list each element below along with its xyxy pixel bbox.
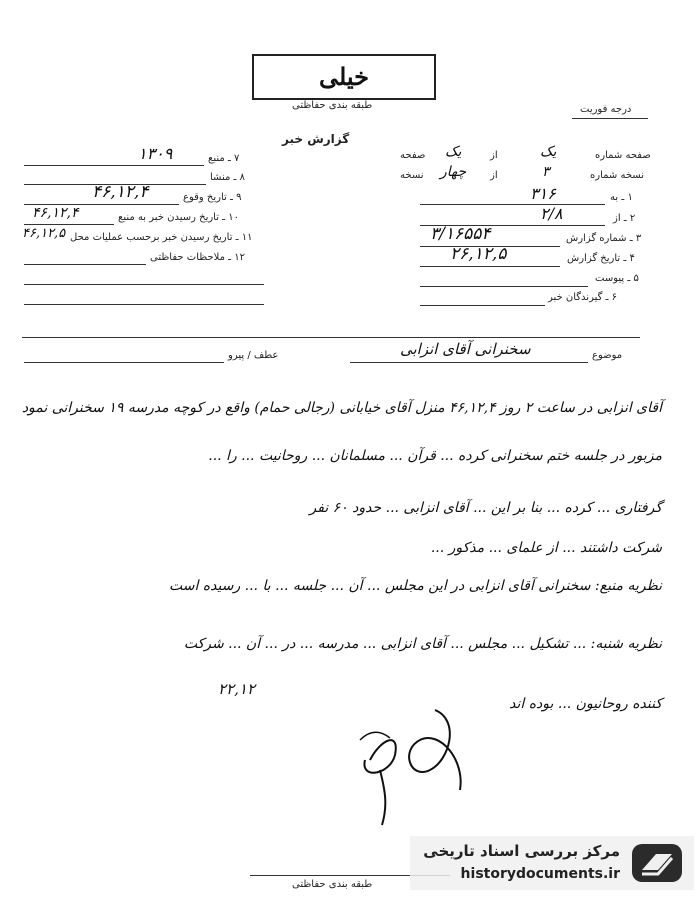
- body-line-7: کننده روحانیون ... بوده اند: [509, 696, 662, 712]
- copy-label: نسخه شماره: [590, 170, 644, 181]
- classification-stamp: [252, 54, 436, 100]
- ref-label: عطف / پیرو: [228, 350, 279, 361]
- body-line-6: نظریه شنبه: ... تشکیل ... مجلس ... آقای انزابی ... مدرسه ... در ... آن ... شرکت: [183, 636, 662, 652]
- page-of-label: از: [490, 150, 498, 161]
- body-line-2: مزبور در جلسه ختم سخنرانی کرده ... قرآن ... مسلمانان ... روحانیت ... را ...: [208, 448, 662, 464]
- body-line-5: نظریه منبع: سخنرانی آقای انزابی در این مجلس ... آن ... جلسه ... با ... رسیده است: [168, 578, 662, 594]
- to-label: ۱ ـ به: [610, 192, 633, 203]
- body-line-4: شرکت داشتند ... از علمای ... مذکور ...: [430, 540, 662, 556]
- received-source-value: ۴۶,۱۲,۴: [32, 205, 79, 221]
- attachment-rule: [420, 286, 588, 287]
- ref-rule: [24, 362, 224, 363]
- body-line-1: آقای انزابی در ساعت ۲ روز ۴۶,۱۲,۴ منزل آقای خیابانی (رجالی حمام) واقع در کوچه مدرسه ۱۹ سخنرانی نمود: [21, 400, 662, 416]
- copy-suffix: نسخه: [400, 170, 424, 181]
- section-divider: [22, 337, 640, 338]
- report-date-value: ۲۶,۱۲,۵: [450, 244, 507, 264]
- subject-label: موضوع: [592, 350, 623, 361]
- recipients-label: ۶ ـ گیرندگان خبر: [548, 292, 618, 303]
- received-office-value: ۴۶,۱۲,۵: [22, 226, 66, 241]
- page-suffix: صفحه: [400, 150, 426, 161]
- subject-rule: [350, 362, 588, 363]
- copy-of-label: از: [490, 170, 498, 181]
- source-value: ۱۳۰۹: [138, 144, 173, 163]
- notes-rule: [24, 264, 146, 265]
- received-source-rule: [24, 224, 114, 225]
- priority-rule: [572, 118, 648, 119]
- watermark-url: historydocuments.ir: [460, 866, 620, 882]
- origin-label: ۸ ـ منشا: [210, 172, 246, 183]
- to-rule: [420, 204, 605, 205]
- source-label: ۷ ـ منبع: [208, 153, 240, 164]
- event-date-value: ۴۶,۱۲,۴: [92, 182, 149, 202]
- subject-value: سخنرانی آقای انزابی: [400, 340, 531, 358]
- classification-label-bottom: طبقه بندی حفاظتی: [292, 879, 373, 890]
- priority-label: درجه فوریت: [580, 104, 632, 115]
- event-date-label: ۹ ـ تاریخ وقوع: [183, 192, 242, 203]
- report-date-rule: [420, 266, 560, 267]
- signature-note: ۲۲,۱۲: [218, 680, 255, 698]
- stamp-text: خیلی: [318, 62, 370, 91]
- from-value: ۲/۸: [540, 204, 563, 223]
- source-rule: [24, 165, 204, 166]
- body-line-3: گرفتاری ... کرده ... بنا بر این ... آقای انزابی ... حدود ۶۰ نفر: [309, 500, 662, 516]
- classification-label-top: طبقه بندی حفاظتی: [292, 100, 373, 111]
- page-value: یک: [540, 144, 557, 160]
- copy-of-value: چهار: [440, 164, 467, 180]
- report-no-value: ۳/۱۶۵۵۴: [430, 224, 491, 244]
- watermark-logo: [410, 836, 694, 890]
- copy-value: ۳: [542, 164, 550, 180]
- page-label: صفحه شماره: [595, 150, 651, 161]
- report-no-label: ۳ ـ شماره گزارش: [566, 233, 642, 244]
- report-title: گزارش خبر: [282, 132, 350, 146]
- page-of-value: یک: [445, 144, 462, 160]
- notes-rule-3: [24, 304, 264, 305]
- received-office-label: ۱۱ ـ تاریخ رسیدن خبر برحسب عملیات محل: [70, 232, 253, 243]
- attachment-label: ۵ ـ پیوست: [595, 273, 639, 284]
- to-value: ۳۱۶: [530, 184, 556, 203]
- watermark-title: مرکز بررسی اسناد تاریخی: [423, 842, 620, 860]
- signature: [340, 700, 490, 830]
- report-date-label: ۴ ـ تاریخ گزارش: [567, 253, 635, 264]
- notes-rule-2: [24, 284, 264, 285]
- archive-book-icon: [628, 840, 686, 886]
- from-label: ۲ ـ از: [613, 213, 636, 224]
- notes-label: ۱۲ ـ ملاحظات حفاظتی: [150, 252, 245, 263]
- received-source-label: ۱۰ ـ تاریخ رسیدن خبر به منبع: [118, 212, 240, 223]
- recipients-rule: [420, 305, 545, 306]
